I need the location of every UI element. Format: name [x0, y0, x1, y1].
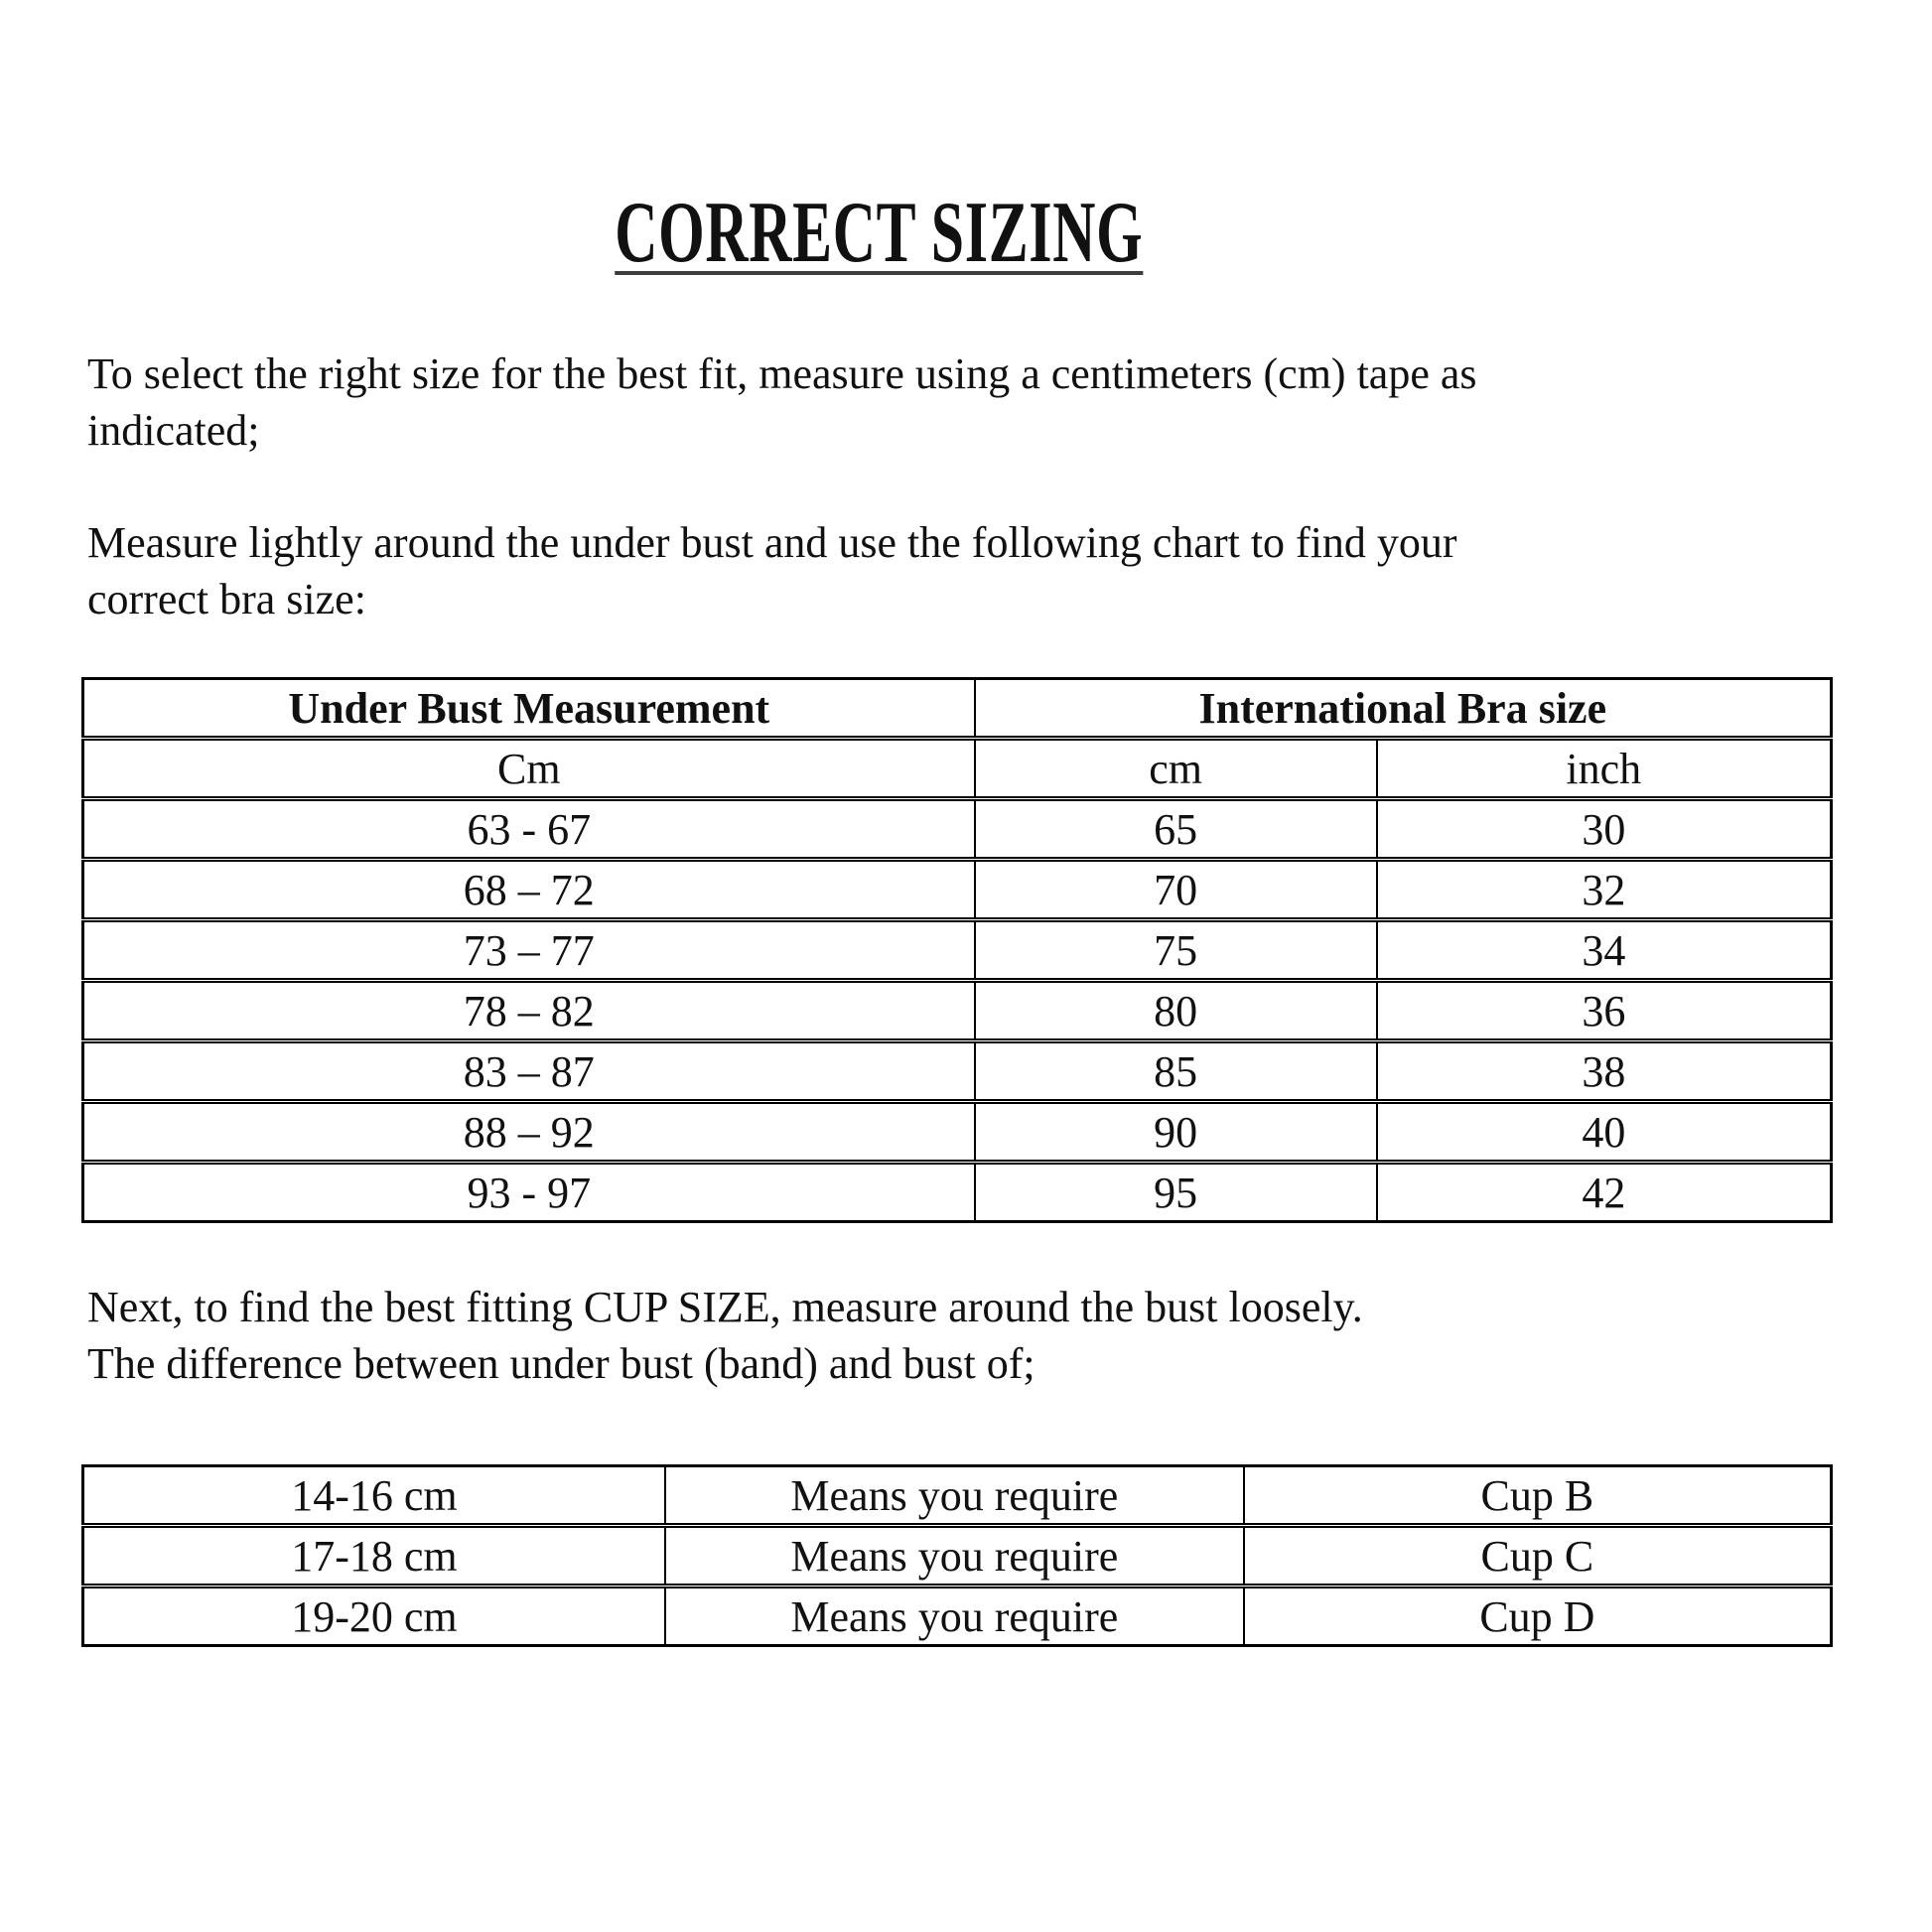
- table-row: [83, 860, 1832, 920]
- paragraph-line: correct bra size:: [87, 575, 366, 623]
- paragraph-line: To select the right size for the best fit, measure using a centimeters (cm) tape as: [87, 349, 1477, 398]
- table-cell: 95: [975, 1163, 1377, 1222]
- table-cell: 32: [1377, 860, 1832, 920]
- table-cell: Cup B: [1244, 1466, 1832, 1526]
- paragraph-line: The difference between under bust (band) and bust of;: [87, 1339, 1035, 1388]
- subheader-cm-range: Cm: [83, 739, 975, 799]
- table-cell: 93 - 97: [83, 1163, 975, 1222]
- table-cell: 30: [1377, 799, 1832, 860]
- table-cell: 17-18 cm: [83, 1526, 665, 1587]
- measure-paragraph: [87, 514, 1864, 627]
- table-cell: 68 – 72: [83, 860, 975, 920]
- table-cell: 42: [1377, 1163, 1832, 1222]
- subheader-inch: inch: [1377, 739, 1832, 799]
- table-cell: 14-16 cm: [83, 1466, 665, 1526]
- table-cell: 73 – 77: [83, 920, 975, 981]
- table-cell: 88 – 92: [83, 1102, 975, 1163]
- col-header-under-bust: Under Bust Measurement: [83, 679, 975, 739]
- table-cell: Means you require: [665, 1466, 1244, 1526]
- size-table-header-row: [83, 679, 1832, 739]
- table-row: [83, 1041, 1832, 1102]
- table-row: [83, 1163, 1832, 1222]
- table-cell: Cup D: [1244, 1587, 1832, 1646]
- table-row: [83, 1466, 1832, 1526]
- table-row: [83, 981, 1832, 1041]
- table-cell: 83 – 87: [83, 1041, 975, 1102]
- table-cell: 78 – 82: [83, 981, 975, 1041]
- table-row: [83, 920, 1832, 981]
- size-table-subheader-row: [83, 739, 1832, 799]
- table-cell: 80: [975, 981, 1377, 1041]
- table-row: [83, 799, 1832, 860]
- size-table: [81, 677, 1833, 1223]
- table-cell: 36: [1377, 981, 1832, 1041]
- table-cell: 63 - 67: [83, 799, 975, 860]
- col-header-international-bra-size: International Bra size: [975, 679, 1832, 739]
- paragraph-line: indicated;: [87, 406, 260, 455]
- table-cell: Means you require: [665, 1587, 1244, 1646]
- table-cell: 34: [1377, 920, 1832, 981]
- table-row: [83, 1526, 1832, 1587]
- table-row: [83, 1587, 1832, 1646]
- table-cell: 38: [1377, 1041, 1832, 1102]
- table-cell: 75: [975, 920, 1377, 981]
- table-cell: 90: [975, 1102, 1377, 1163]
- table-cell: 70: [975, 860, 1377, 920]
- table-cell: 85: [975, 1041, 1377, 1102]
- paragraph-line: Next, to find the best fitting CUP SIZE, measure around the bust loosely.: [87, 1283, 1363, 1331]
- intro-paragraph: [87, 345, 1864, 459]
- table-cell: Cup C: [1244, 1526, 1832, 1587]
- cup-size-paragraph: [87, 1279, 1864, 1392]
- paragraph-line: Measure lightly around the under bust and use the following chart to find your: [87, 518, 1457, 567]
- table-cell: Means you require: [665, 1526, 1244, 1587]
- table-cell: 65: [975, 799, 1377, 860]
- subheader-cm: cm: [975, 739, 1377, 799]
- title-row: [0, 183, 1757, 283]
- page-title: CORRECT SIZING: [614, 185, 1144, 281]
- table-cell: 40: [1377, 1102, 1832, 1163]
- table-cell: 19-20 cm: [83, 1587, 665, 1646]
- cup-table: [81, 1464, 1833, 1647]
- table-row: [83, 1102, 1832, 1163]
